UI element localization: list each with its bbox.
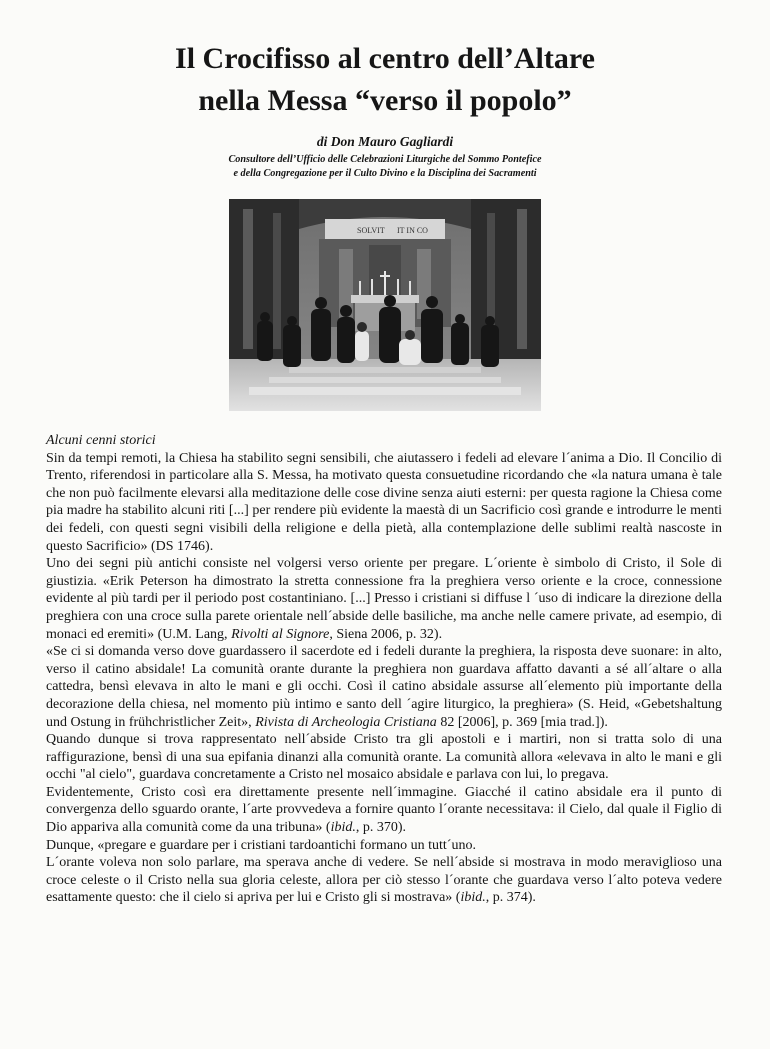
paragraph-5-text-b: , p. 370). [355, 820, 407, 836]
altar-photo-image [229, 199, 541, 411]
paragraph-3-text-a: «Se ci si domanda verso dove guardassero il sacerdote ed i fedeli durante la preghiera, la risposta deve suonare: in alto, verso il catino absidale! La comunità orante durante la preghiera non guardava affatto davanti a sé all´altare o alla cattedra, bensì elevava in alto le mani e gli occhi. Così il catino absidale assurse all´elemento più importante della decorazione della chiesa, nel momento più intimo e santo dell ´agire liturgico, la preghiera» (S. Heid, «Gebetshaltung und Ostung in frühchristlicher Zeit», [46, 644, 722, 730]
article-title [0, 38, 770, 122]
author-role [0, 153, 770, 181]
article-body [46, 432, 722, 907]
photo-inscription-left: SOLVIT [357, 226, 385, 235]
author-role-line-1: Consultore dell’Ufficio delle Celebrazioni Liturgiche del Sommo Pontefice [228, 154, 542, 165]
paragraph-2-citation: Rivolti al Signore [231, 626, 330, 642]
author-byline: di Don Mauro Gagliardi [316, 134, 454, 149]
paragraph-5-text-a: Evidentemente, Cristo così era direttamente presente nell´immagine. Giacché il catino absidale era il punto di convergenza dello sguardo orante, l´arte provvedeva a fornire quanto l´orante necessitava: il Cielo, dal quale il Figlio di Dio appariva alla comunità come da una tribuna» ( [46, 784, 722, 836]
paragraph-2-text-a: Uno dei segni più antichi consiste nel volgersi verso oriente per pregare. L´oriente è simbolo di Cristo, il Sole di giustizia. «Erik Peterson ha dimostrato la stretta connessione fra la preghiera verso oriente e la croce, connessione evidente al più tardi per il periodo post costantiniano. [...] Presso i cristiani si diffuse l ´uso di indicare la direzione della preghiera con una croce sulla parete orientale nell´abside delle basiliche, ma anche nelle camere private, ad esempio, di monaci ed eremiti» (U.M. Lang, [46, 556, 722, 642]
title-line-1: Il Crocifisso al centro dell’Altare [175, 42, 595, 75]
paragraph-7 [46, 854, 722, 907]
paragraph-7-text-b: , p. 374). [485, 890, 536, 906]
paragraph-1: Sin da tempi remoti, la Chiesa ha stabilito segni sensibili, che aiutassero i fedeli ad elevare l´anima a Dio. Il Concilio di Trento, riferendosi in particolare alla S. Messa, ha motivato questa consuetudine ricordando che «la natura umana è tale che non può facilmente elevarsi alla meditazione delle cose divine senza aiuti esterni: per questa ragione la Chiesa come pia madre ha stabilito alcuni riti [...] per rendere più evidente la maestà di un Sacrificio così grande e introdurre le menti dei fedeli, con questi segni visibili della religione e della pietà, alla contemplazione delle sublimi realtà nascoste in questo Sacrificio» (DS 1746). [46, 450, 722, 554]
section-title: Alcuni cenni storici [46, 433, 156, 448]
photo-inscription-right: IT IN CO [397, 226, 428, 235]
author-role-line-2: e della Congregazione per il Culto Divino e la Disciplina dei Sacramenti [233, 168, 537, 179]
paragraph-5-citation: ibid. [330, 820, 356, 836]
paragraph-7-citation: ibid. [460, 890, 486, 906]
paragraph-3-text-b: 82 [2006], p. 369 [mia trad.]). [436, 714, 608, 730]
paragraph-6: Dunque, «pregare e guardare per i cristiani tardoantichi formano un tutt´uno. [46, 837, 476, 853]
paragraph-2 [46, 555, 722, 643]
paragraph-2-text-b: , Siena 2006, p. 32). [329, 626, 443, 642]
paragraph-3-citation: Rivista di Archeologia Cristiana [255, 714, 437, 730]
paragraph-4: Quando dunque si trova rappresentato nell´abside Cristo tra gli apostoli e i martiri, non si tratta solo di una raffigurazione, bensì di una sua epifania dinanzi alla comunità orante. La comunità allora «elevava in alto le mani e gli occhi "al cielo", guardava concretamente a Cristo nel mosaico absidale e parlava con lui, lo pregava. [46, 732, 722, 783]
paragraph-5 [46, 784, 722, 837]
title-line-2: nella Messa “verso il popolo” [198, 84, 572, 117]
paragraph-3 [46, 643, 722, 731]
paragraph-7-text-a: L´orante voleva non solo parlare, ma sperava anche di vedere. Se nell´abside si mostrava in modo meraviglioso una croce celeste o il Cristo nella sua gloria celeste, allora per ciò stesso l´orante che guardava verso l´alto poteva vedere esattamente questo: che il cielo si apriva per lui e Cristo gli si mostrava» ( [46, 855, 722, 906]
altar-photo [229, 199, 541, 411]
